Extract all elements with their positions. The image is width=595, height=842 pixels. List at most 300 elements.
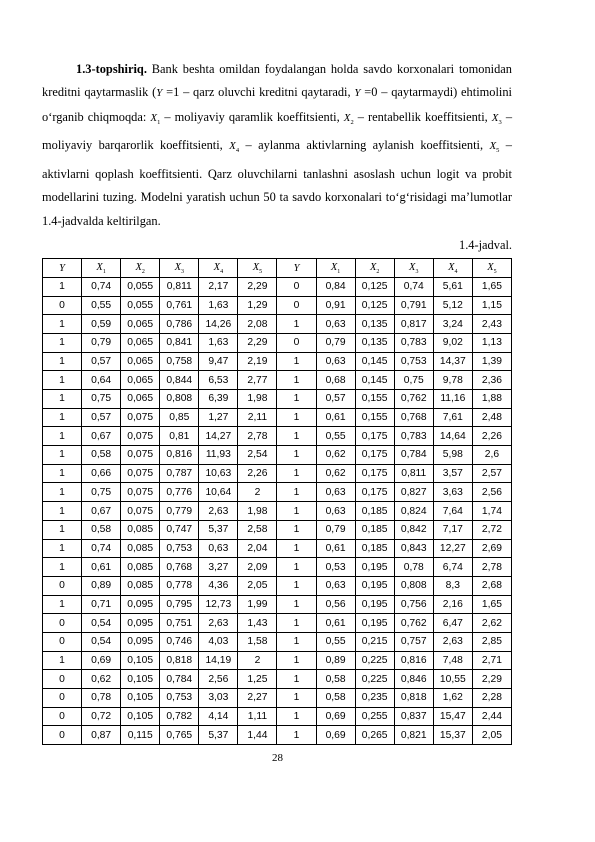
table-cell: 2,56 (199, 670, 238, 689)
table-cell: 0,66 (82, 464, 121, 483)
table-cell: 2,78 (238, 427, 277, 446)
table-cell: 0,846 (394, 670, 433, 689)
table-cell: 2,26 (472, 427, 511, 446)
document-page (42, 58, 512, 745)
table-cell: 1 (277, 689, 316, 708)
table-cell: 2,78 (472, 558, 511, 577)
table-cell: 0,075 (121, 464, 160, 483)
table-cell: 14,19 (199, 651, 238, 670)
table-cell: 1 (43, 539, 82, 558)
table-cell: 3,63 (433, 483, 472, 502)
table-cell: 0,105 (121, 689, 160, 708)
var-y: Y (354, 87, 361, 100)
table-row (43, 558, 512, 577)
table-cell: 2,36 (472, 371, 511, 390)
table-cell: 1 (277, 576, 316, 595)
table-cell: 0,59 (82, 315, 121, 334)
table-cell: 14,27 (199, 427, 238, 446)
table-cell: 0,62 (316, 446, 355, 465)
column-header: Y (43, 259, 82, 278)
table-cell: 1,65 (472, 595, 511, 614)
table-body (43, 277, 512, 744)
table-cell: 0 (43, 707, 82, 726)
table-cell: 1 (277, 371, 316, 390)
table-cell: 2,05 (238, 576, 277, 595)
table-cell: 0,786 (160, 315, 199, 334)
table-cell: 0,783 (394, 427, 433, 446)
table-cell: 0,63 (316, 315, 355, 334)
table-cell: 2,09 (238, 558, 277, 577)
table-caption: 1.4-jadval. (459, 238, 512, 253)
table-cell: 0,56 (316, 595, 355, 614)
table-cell: 0,747 (160, 520, 199, 539)
table-cell: 0,105 (121, 651, 160, 670)
text-segment: Bank beshta omildan foydalangan holda savdo korxonalari tomonidan kreditni qaytarmaslik ( (42, 62, 512, 100)
table-cell: 0,095 (121, 614, 160, 633)
table-cell: 0,085 (121, 520, 160, 539)
table-cell: 0,69 (316, 707, 355, 726)
table-cell: 1,27 (199, 408, 238, 427)
table-cell: 5,37 (199, 520, 238, 539)
table-cell: 0,71 (82, 595, 121, 614)
table-cell: 0,095 (121, 595, 160, 614)
table-cell: 0,64 (82, 371, 121, 390)
table-cell: 0,75 (82, 390, 121, 409)
table-cell: 0,757 (394, 632, 433, 651)
table-cell: 0,255 (355, 707, 394, 726)
table-cell: 0,095 (121, 632, 160, 651)
table-cell: 0,795 (160, 595, 199, 614)
table-cell: 2,63 (199, 502, 238, 521)
table-cell: 0,761 (160, 296, 199, 315)
table-cell: 0,768 (394, 408, 433, 427)
table-cell: 6,53 (199, 371, 238, 390)
table-cell: 5,12 (433, 296, 472, 315)
table-cell: 0,75 (82, 483, 121, 502)
table-cell: 0,63 (199, 539, 238, 558)
table-cell: 3,57 (433, 464, 472, 483)
table-cell: 0,756 (394, 595, 433, 614)
table-cell: 2,68 (472, 576, 511, 595)
task-heading: 1.3-topshiriq. (76, 62, 147, 76)
table-header-row (43, 259, 512, 278)
table-cell: 4,14 (199, 707, 238, 726)
table-cell: 0,175 (355, 446, 394, 465)
table-cell: 1 (277, 558, 316, 577)
table-cell: 0,85 (160, 408, 199, 427)
table-cell: 0,69 (316, 726, 355, 745)
table-cell: 9,02 (433, 333, 472, 352)
var-y: Y (156, 87, 163, 100)
table-cell: 0 (43, 670, 82, 689)
table-row (43, 315, 512, 334)
table-cell: 0,746 (160, 632, 199, 651)
column-header: $X_1$ (316, 259, 355, 278)
table-cell: 0,75 (394, 371, 433, 390)
table-cell: 0,762 (394, 614, 433, 633)
table-cell: 2,11 (238, 408, 277, 427)
table-cell: 0,79 (316, 333, 355, 352)
table-row (43, 277, 512, 296)
table-cell: 0,779 (160, 502, 199, 521)
var-x4: $X_4$ (229, 140, 240, 155)
table-cell: 0,155 (355, 408, 394, 427)
table-cell: 1,25 (238, 670, 277, 689)
table-cell: 0,827 (394, 483, 433, 502)
table-cell: 1,43 (238, 614, 277, 633)
table-cell: 0,58 (316, 670, 355, 689)
table-row (43, 408, 512, 427)
table-cell: 5,37 (199, 726, 238, 745)
table-cell: 0,065 (121, 333, 160, 352)
table-cell: 0 (43, 689, 82, 708)
table-cell: 0,075 (121, 483, 160, 502)
table-cell: 0,145 (355, 352, 394, 371)
table-cell: 4,03 (199, 632, 238, 651)
table-cell: 0,125 (355, 277, 394, 296)
table-cell: 7,64 (433, 502, 472, 521)
table-cell: 2,62 (472, 614, 511, 633)
column-header: $X_5$ (238, 259, 277, 278)
table-cell: 0,195 (355, 576, 394, 595)
table-cell: 2 (238, 483, 277, 502)
table-cell: 0,753 (160, 539, 199, 558)
table-cell: 0,63 (316, 502, 355, 521)
table-cell: 0,185 (355, 502, 394, 521)
table-cell: 0,89 (316, 651, 355, 670)
table-row (43, 595, 512, 614)
table-cell: 1 (43, 464, 82, 483)
text-segment: – aylanma aktivlarning aylanish koeffitsienti, (239, 138, 490, 153)
table-cell: 0,53 (316, 558, 355, 577)
table-cell: 9,47 (199, 352, 238, 371)
table-cell: 1 (43, 315, 82, 334)
table-cell: 0,115 (121, 726, 160, 745)
table-cell: 0,185 (355, 539, 394, 558)
table-cell: 0,085 (121, 558, 160, 577)
table-cell: 12,73 (199, 595, 238, 614)
table-cell: 2,56 (472, 483, 511, 502)
table-cell: 0,837 (394, 707, 433, 726)
table-cell: 2,26 (238, 464, 277, 483)
table-cell: 3,03 (199, 689, 238, 708)
column-header: $X_1$ (82, 259, 121, 278)
table-cell: 1,44 (238, 726, 277, 745)
table-cell: 1 (43, 558, 82, 577)
var-x5: $X_5$ (489, 140, 500, 155)
table-cell: 1 (277, 539, 316, 558)
table-cell: 2,08 (238, 315, 277, 334)
table-cell: 1 (43, 446, 82, 465)
table-cell: 1 (277, 352, 316, 371)
table-cell: 0,145 (355, 371, 394, 390)
table-cell: 1,63 (199, 296, 238, 315)
table-cell: 15,47 (433, 707, 472, 726)
table-cell: 0 (43, 726, 82, 745)
table-cell: 1 (277, 315, 316, 334)
table-row (43, 539, 512, 558)
table-cell: 0,842 (394, 520, 433, 539)
table-cell: 2,16 (433, 595, 472, 614)
table-cell: 1 (277, 595, 316, 614)
table-cell: 1,58 (238, 632, 277, 651)
table-cell: 0,185 (355, 520, 394, 539)
table-cell: 1 (277, 651, 316, 670)
table-cell: 0,065 (121, 352, 160, 371)
table-cell: 0 (277, 333, 316, 352)
table-row (43, 651, 512, 670)
page-number: 28 (272, 752, 283, 764)
table-row (43, 689, 512, 708)
table-cell: 14,64 (433, 427, 472, 446)
column-header: $X_5$ (472, 259, 511, 278)
table-row (43, 352, 512, 371)
table-cell: 0,787 (160, 464, 199, 483)
column-header: $X_2$ (355, 259, 394, 278)
table-cell: 0,175 (355, 483, 394, 502)
table-row (43, 464, 512, 483)
table-cell: 1 (43, 277, 82, 296)
table-cell: 2,58 (238, 520, 277, 539)
table-cell: 0,055 (121, 277, 160, 296)
table-cell: 2,27 (238, 689, 277, 708)
table-row (43, 632, 512, 651)
table-cell: 2,29 (238, 333, 277, 352)
table-cell: 1 (277, 632, 316, 651)
table-cell: 9,78 (433, 371, 472, 390)
table-cell: 2,29 (238, 277, 277, 296)
column-header: Y (277, 259, 316, 278)
table-cell: 0,085 (121, 539, 160, 558)
table-cell: 0,817 (394, 315, 433, 334)
table-cell: 0,075 (121, 408, 160, 427)
column-header: $X_4$ (433, 259, 472, 278)
table-cell: 0,74 (394, 277, 433, 296)
table-cell: 0,844 (160, 371, 199, 390)
table-cell: 0,843 (394, 539, 433, 558)
table-cell: 1 (43, 352, 82, 371)
table-cell: 6,39 (199, 390, 238, 409)
var-x3: $X_3$ (491, 111, 502, 126)
table-cell: 0,791 (394, 296, 433, 315)
table-cell: 0,68 (316, 371, 355, 390)
table-cell: 7,48 (433, 651, 472, 670)
var-x2: $X_2$ (343, 111, 354, 126)
table-cell: 1 (277, 390, 316, 409)
table-cell: 0,105 (121, 670, 160, 689)
table-cell: 0,79 (82, 333, 121, 352)
table-row (43, 576, 512, 595)
table-cell: 0,265 (355, 726, 394, 745)
table-cell: 6,74 (433, 558, 472, 577)
table-cell: 0 (43, 632, 82, 651)
table-cell: 0,783 (394, 333, 433, 352)
table-cell: 10,64 (199, 483, 238, 502)
table-cell: 7,61 (433, 408, 472, 427)
table-cell: 1,13 (472, 333, 511, 352)
table-cell: 8,3 (433, 576, 472, 595)
table-cell: 1 (277, 614, 316, 633)
table-cell: 0 (43, 614, 82, 633)
table-row (43, 483, 512, 502)
table-cell: 0,61 (316, 539, 355, 558)
table-cell: 0,811 (394, 464, 433, 483)
table-cell: 0,821 (394, 726, 433, 745)
table-row (43, 333, 512, 352)
table-cell: 1,29 (238, 296, 277, 315)
table-cell: 0,816 (160, 446, 199, 465)
table-cell: 1 (43, 651, 82, 670)
table-cell: 11,16 (433, 390, 472, 409)
table-row (43, 296, 512, 315)
table-cell: 0,105 (121, 707, 160, 726)
table-cell: 2,19 (238, 352, 277, 371)
column-header: $X_3$ (160, 259, 199, 278)
table-cell: 0,195 (355, 595, 394, 614)
table-cell: 0,84 (316, 277, 355, 296)
table-cell: 0,085 (121, 576, 160, 595)
table-cell: 1 (277, 464, 316, 483)
table-cell: 0,818 (394, 689, 433, 708)
table-cell: 0,78 (394, 558, 433, 577)
table-cell: 2 (238, 651, 277, 670)
table-cell: 0,61 (82, 558, 121, 577)
table-cell: 1 (277, 726, 316, 745)
table-cell: 0,61 (316, 408, 355, 427)
table-cell: 0,55 (316, 632, 355, 651)
table-cell: 0,72 (82, 707, 121, 726)
table-cell: 1 (43, 427, 82, 446)
table-cell: 0,74 (82, 539, 121, 558)
table-cell: 0,765 (160, 726, 199, 745)
table-row (43, 390, 512, 409)
table-cell: 1 (277, 502, 316, 521)
text-segment: =0 – qaytarmaydi) ehtimolini o‘rganib chiqmoqda: (42, 85, 512, 124)
table-cell: 0,065 (121, 371, 160, 390)
table-row (43, 502, 512, 521)
table-cell: 0,824 (394, 502, 433, 521)
table-cell: 6,47 (433, 614, 472, 633)
table-cell: 0 (277, 277, 316, 296)
table-cell: 0,135 (355, 333, 394, 352)
table-cell: 1 (43, 520, 82, 539)
table-cell: 0,751 (160, 614, 199, 633)
table-cell: 1,88 (472, 390, 511, 409)
table-cell: 2,72 (472, 520, 511, 539)
table-cell: 0,075 (121, 427, 160, 446)
table-cell: 2,43 (472, 315, 511, 334)
table-cell: 1 (43, 333, 82, 352)
table-cell: 0,818 (160, 651, 199, 670)
table-cell: 0,58 (82, 446, 121, 465)
table-cell: 4,36 (199, 576, 238, 595)
table-cell: 2,77 (238, 371, 277, 390)
table-cell: 1 (277, 446, 316, 465)
table-cell: 0,79 (316, 520, 355, 539)
table-cell: 12,27 (433, 539, 472, 558)
table-cell: 0,225 (355, 651, 394, 670)
table-cell: 0,63 (316, 483, 355, 502)
table-cell: 0,54 (82, 614, 121, 633)
table-cell: 2,85 (472, 632, 511, 651)
table-cell: 0,67 (82, 502, 121, 521)
table-cell: 1,98 (238, 390, 277, 409)
table-cell: 0,753 (160, 689, 199, 708)
table-cell: 0,81 (160, 427, 199, 446)
table-cell: 2,05 (472, 726, 511, 745)
table-cell: 0,055 (121, 296, 160, 315)
table-cell: 0,782 (160, 707, 199, 726)
table-cell: 0,125 (355, 296, 394, 315)
table-cell: 0,784 (160, 670, 199, 689)
table-cell: 5,98 (433, 446, 472, 465)
table-cell: 2,6 (472, 446, 511, 465)
table-cell: 1,15 (472, 296, 511, 315)
table-cell: 0,065 (121, 390, 160, 409)
table-cell: 0,175 (355, 464, 394, 483)
table-cell: 2,63 (433, 632, 472, 651)
table-cell: 0,87 (82, 726, 121, 745)
table-cell: 0,075 (121, 502, 160, 521)
table-cell: 1 (277, 707, 316, 726)
table-cell: 2,63 (199, 614, 238, 633)
table-cell: 0,075 (121, 446, 160, 465)
table-cell: 2,44 (472, 707, 511, 726)
table-cell: 0,62 (82, 670, 121, 689)
column-header: $X_4$ (199, 259, 238, 278)
table-cell: 1 (43, 483, 82, 502)
table-cell: 0,768 (160, 558, 199, 577)
table-cell: 0,195 (355, 614, 394, 633)
table-cell: 0,225 (355, 670, 394, 689)
table-cell: 0,753 (394, 352, 433, 371)
table-cell: 2,29 (472, 670, 511, 689)
table-cell: 0 (43, 576, 82, 595)
table-cell: 14,37 (433, 352, 472, 371)
table-cell: 1,98 (238, 502, 277, 521)
table-cell: 0,758 (160, 352, 199, 371)
table-cell: 0 (277, 296, 316, 315)
table-cell: 0,57 (316, 390, 355, 409)
table-cell: 0,065 (121, 315, 160, 334)
table-cell: 1 (277, 520, 316, 539)
table-cell: 0,808 (394, 576, 433, 595)
table-cell: 0,74 (82, 277, 121, 296)
table-cell: 14,26 (199, 315, 238, 334)
table-cell: 0,841 (160, 333, 199, 352)
table-cell: 15,37 (433, 726, 472, 745)
table-cell: 1 (43, 390, 82, 409)
table-row (43, 520, 512, 539)
table-cell: 0 (43, 296, 82, 315)
table-cell: 0,55 (316, 427, 355, 446)
table-cell: 10,63 (199, 464, 238, 483)
table-cell: 3,24 (433, 315, 472, 334)
table-cell: 0,58 (316, 689, 355, 708)
table-cell: 0,776 (160, 483, 199, 502)
table-cell: 0,778 (160, 576, 199, 595)
table-cell: 0,63 (316, 576, 355, 595)
table-cell: 11,93 (199, 446, 238, 465)
table-cell: 1,11 (238, 707, 277, 726)
table-cell: 1 (43, 595, 82, 614)
table-cell: 1 (43, 502, 82, 521)
table-cell: 1 (277, 483, 316, 502)
table-cell: 1,39 (472, 352, 511, 371)
table-cell: 2,17 (199, 277, 238, 296)
table-cell: 1,65 (472, 277, 511, 296)
table-cell: 0,155 (355, 390, 394, 409)
